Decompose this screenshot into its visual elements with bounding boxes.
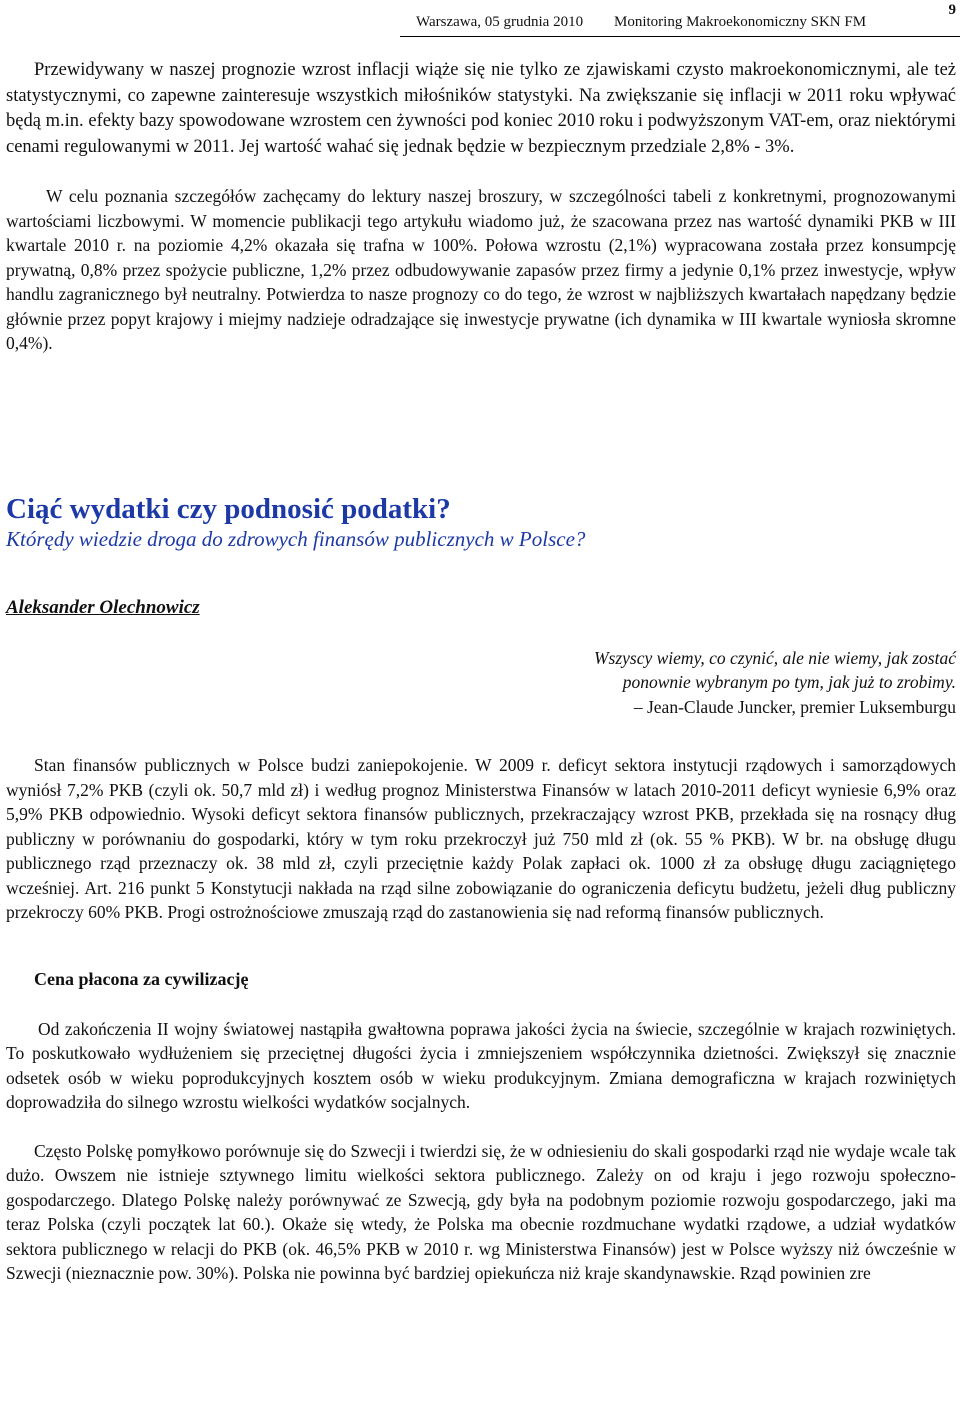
page-header bbox=[0, 2, 960, 34]
section-heading: Cena płacona za cywilizację bbox=[34, 968, 249, 989]
epigraph-line: ponownie wybranym po tym, jak już to zrobimy. bbox=[622, 672, 956, 692]
header-date: Warszawa, 05 grudnia 2010 bbox=[416, 14, 584, 30]
header-publication: Monitoring Makroekonomiczny SKN FM bbox=[614, 14, 867, 30]
page-content bbox=[6, 58, 956, 1286]
page-number: 9 bbox=[948, 2, 956, 18]
epigraph-attribution: – Jean-Claude Juncker, premier Luksemburgu bbox=[633, 696, 956, 717]
article-author: Aleksander Olechnowicz bbox=[6, 596, 200, 618]
paragraph-public-finance: Stan finansów publicznych w Polsce budzi zaniepokojenie. W 2009 r. deficyt sektora instytucji rządowych i samorządowych wyniósł 7,2% PKB (czyli ok. 50,7 mld zł) i według prognoz Ministerstwa Finansów w latach 2010-2011 deficyt wyniesie 6,9% oraz 5,9% PKB odpowiednio. Wysoki deficyt sektora finansów publicznych, przekraczający wzrost PKB, przekłada się na rosnący dług publiczny w porównaniu do gospodarki, który w tym roku przekroczył już 750 mld zł (ok. 55 % PKB). W br. na obsługę długu publicznego rząd przeznaczy ok. 38 mld zł, czyli przeciętnie każdy Polak zapłaci ok. 1000 zł za obsługę długu zaciągniętego wcześniej. Art. 216 punkt 5 Konstytucji nakłada na rząd silne zobowiązanie do ograniczenia deficytu budżetu, jeżeli dług publiczny przekroczy 60% PKB. Progi ostrożnościowe zmuszają rząd do zastanowienia się nad reformą finansów publicznych. bbox=[6, 755, 956, 922]
epigraph-line: Wszyscy wiemy, co czynić, ale nie wiemy, jak zostać bbox=[593, 647, 956, 668]
epigraph bbox=[6, 646, 956, 720]
article-title: Ciąć wydatki czy podnosić podatki? bbox=[6, 492, 451, 525]
paragraph-inflation: Przewidywany w naszej prognozie wzrost inflacji wiąże się nie tylko ze zjawiskami czysto makroekonomicznymi, ale też statystycznymi, co zapewne zainteresuje wszystkich miłośników statystyki. Na zwiększanie się inflacji w 2011 roku wpływać będą m.in. efekty bazy spowodowane wzrostem cen żywności pod koniec 2010 roku i podwyższonym VAT-em, oraz niektórymi cenami regulowanymi w 2011. Jej wartość wahać się jednak będzie w bezpiecznym przedziale 2,8% - 3%. bbox=[6, 60, 956, 157]
header-rule bbox=[400, 36, 960, 37]
paragraph-gdp: W celu poznania szczegółów zachęcamy do lektury naszej broszury, w szczególności tabeli z konkretnymi, prognozowanymi wartościami liczbowymi. W momencie publikacji tego artykułu wiadomo już, że szacowana przez nas wartość dynamiki PKB w III kwartale 2010 r. na poziomie 4,2% okazała się trafna w 100%. Połowa wzrostu (2,1%) wypracowana została przez konsumpcję prywatną, 0,8% przez spożycie publiczne, 1,2% przez odbudowywanie zapasów przez firmy a jedynie 0,1% przez inwestycje, wpływ handlu zagranicznego był neutralny. Potwierdza to nasze prognozy co do tego, że wzrost w najbliższych kwartałach napędzany będzie głównie przez popyt krajowy i miejmy nadzieje odradzające się inwestycje prywatne (ich dynamika w III kwartale wyniosła skromne 0,4%). bbox=[6, 186, 956, 353]
article-subtitle: Którędy wiedzie droga do zdrowych finansów publicznych w Polsce? bbox=[6, 526, 586, 551]
paragraph-sweden-comparison: Często Polskę pomyłkowo porównuje się do Szwecji i twierdzi się, że w odniesieniu do skali gospodarki rząd nie wydaje wcale tak dużo. Owszem nie istnieje sztywnego limitu wielkości sektora publicznego. Zależy on od kraju i jego rozwoju społeczno-gospodarczego. Dlatego Polskę należy porównywać ze Szwecją, gdy była na podobnym poziomie rozwoju gospodarczego, jaki ma teraz Polska (czyli początek lat 60.). Okaże się wtedy, że Polska ma obecnie rozdmuchane wydatki rządowe, a udział wydatków sektora publicznego w relacji do PKB (ok. 46,5% PKB w 2010 r. wg Ministerstwa Finansów) jest w Polsce wyższy niż ówcześnie w Szwecji (nieznacznie pow. 30%). Polska nie powinna być bardziej opiekuńcza niż kraje skandynawskie. Rząd powinien zre bbox=[6, 1140, 956, 1283]
paragraph-demographics: Od zakończenia II wojny światowej nastąpiła gwałtowna poprawa jakości życia na świecie, szczególnie w krajach rozwiniętych. To poskutkowało wydłużeniem się przeciętnej długości życia i zmniejszeniem współczynnika dzietności. Zwiększył się znacznie odsetek osób w wieku poprodukcyjnych kosztem osób w wieku produkcyjnym. Zmiana demograficzna w krajach rozwiniętych doprowadziła do silnego wzrostu wielkości wydatków socjalnych. bbox=[6, 1018, 956, 1112]
